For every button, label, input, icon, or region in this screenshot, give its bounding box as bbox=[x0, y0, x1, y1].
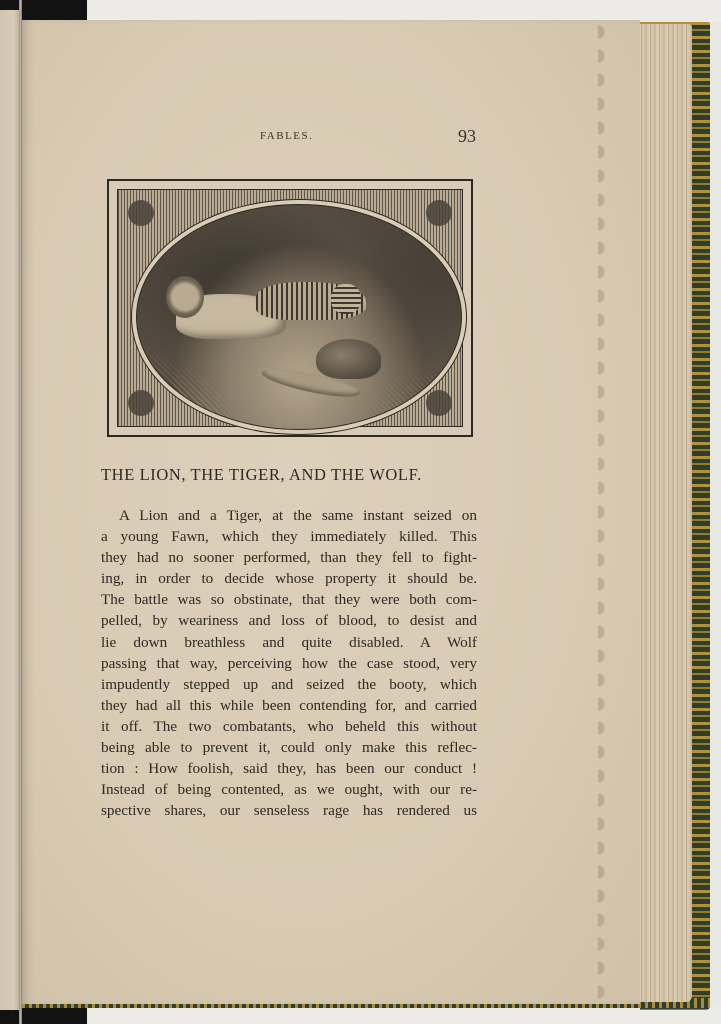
text-line: a young Fawn, which they immediately killed. This bbox=[101, 528, 477, 546]
text-line: spective shares, our senseless rage has rendered us bbox=[101, 802, 477, 820]
text-line: passing that way, perceiving how the case stood, very bbox=[101, 654, 477, 672]
text-line: impudently stepped up and seized the booty, which bbox=[101, 675, 477, 693]
corner-ornament-icon bbox=[128, 200, 154, 226]
text-line: they had all this while been contending for, and carried bbox=[101, 696, 477, 714]
background-light-top bbox=[87, 0, 721, 22]
text-line: lie down breathless and quite disabled. A Wolf bbox=[101, 633, 477, 651]
text-line: pelled, by weariness and loss of blood, to desist and bbox=[101, 612, 477, 630]
text-line: being able to prevent it, could only make this reflec- bbox=[101, 739, 477, 757]
fable-title: THE LION, THE TIGER, AND THE WOLF. bbox=[101, 465, 422, 484]
text-line: Instead of being contented, as we ought, with our re- bbox=[101, 781, 477, 799]
text-line: it off. The two combatants, who beheld this without bbox=[101, 717, 477, 735]
corner-ornament-icon bbox=[426, 200, 452, 226]
page-number: 93 bbox=[458, 126, 476, 146]
illustration-hatched-border bbox=[117, 189, 463, 427]
wolf-figure bbox=[316, 339, 381, 379]
text-line: they had no sooner performed, than they fell to fight- bbox=[101, 549, 477, 567]
fable-body bbox=[101, 505, 477, 821]
woodcut-illustration bbox=[107, 179, 473, 437]
tiger-head-figure bbox=[331, 284, 361, 314]
text-line: tion : How foolish, said they, has been our conduct ! bbox=[101, 760, 477, 778]
lion-head-figure bbox=[166, 276, 204, 318]
corner-ornament-icon bbox=[426, 390, 452, 416]
text-line: ing, in order to decide whose property it should be. bbox=[101, 570, 477, 588]
text-line: The battle was so obstinate, that they were both com- bbox=[101, 591, 477, 609]
oval-vignette bbox=[132, 200, 466, 434]
previous-page-sliver bbox=[0, 10, 19, 1010]
text-line: A Lion and a Tiger, at the same instant seized on bbox=[119, 507, 477, 524]
corner-ornament-icon bbox=[128, 390, 154, 416]
deckle-edge bbox=[598, 20, 612, 1004]
running-head: FABLES. bbox=[260, 130, 314, 142]
gutter-fold bbox=[19, 0, 22, 1024]
